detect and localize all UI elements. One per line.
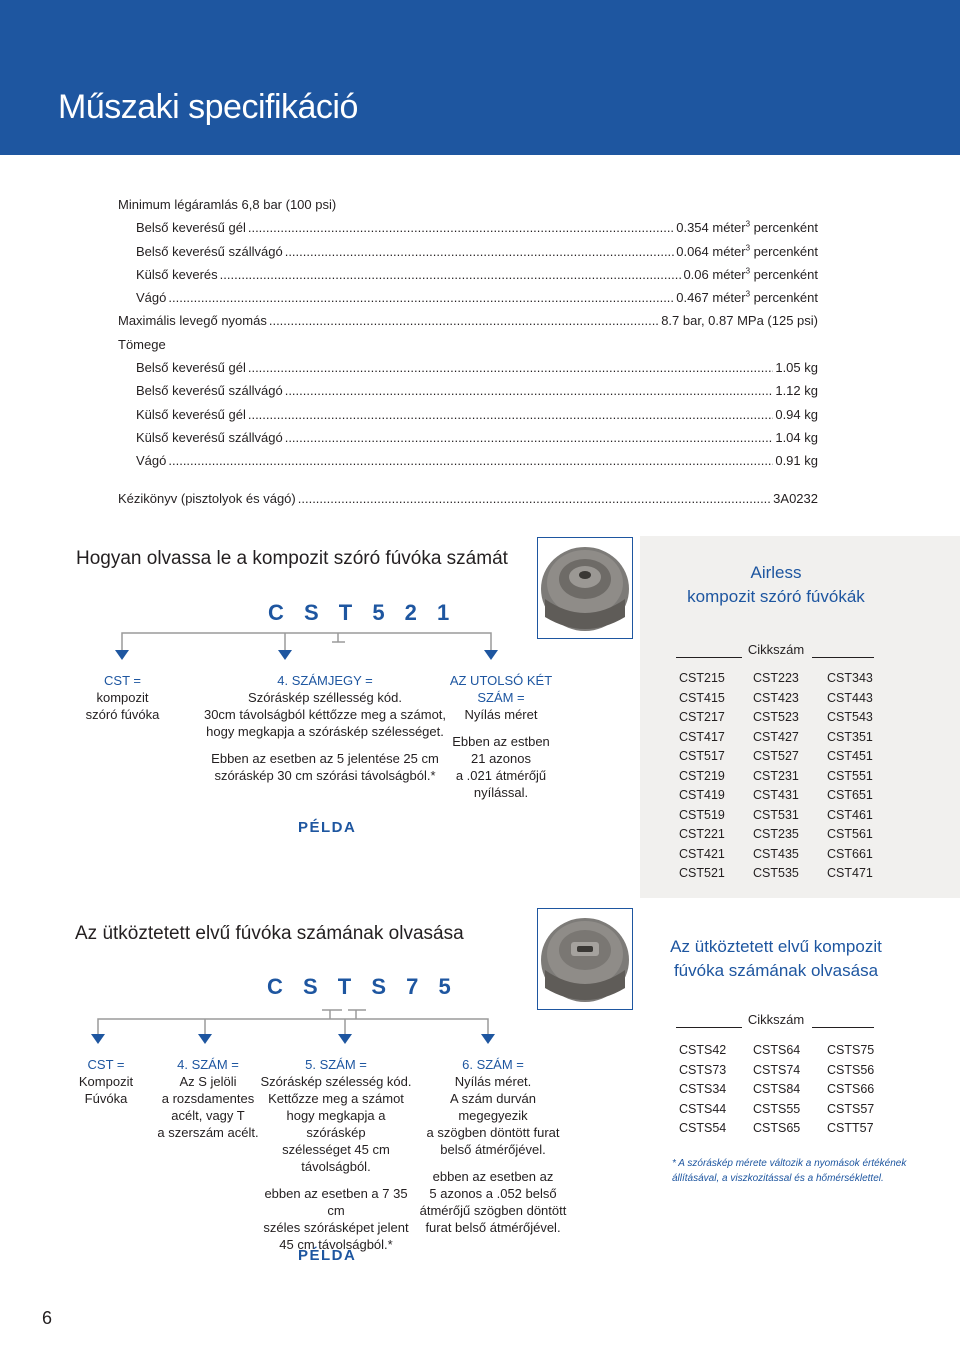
part-number: CST431: [753, 788, 799, 802]
divider: [812, 657, 874, 658]
arrow-icon: [198, 1034, 212, 1044]
spec-line: Külső keverésű szállvágó ..... 1.04 kg: [118, 426, 818, 449]
arrow-icon: [91, 1034, 105, 1044]
part-number: CSTT57: [827, 1121, 874, 1135]
section1-code: C S T 5 2 1: [268, 600, 457, 625]
part-number: CSTS54: [679, 1121, 727, 1135]
spec-line: Belső keverésű gél ..... 0.354 méter$^3$ percenként: [118, 216, 818, 239]
part-number: CSTS34: [679, 1082, 727, 1096]
arrow-icon: [481, 1034, 495, 1044]
part-number: CSTS74: [753, 1062, 801, 1077]
part-number: CST351: [827, 729, 873, 744]
part-number: CST461: [827, 807, 873, 822]
panel1-cikkszam: Cikkszám: [747, 642, 805, 657]
part-number: CST519: [679, 807, 725, 822]
section2-col-digit5: 5. SZÁM = Szóráskép szélesség kód. Kettőzze meg a számot hogy megkapja a szóráskép szélességet 45 cm távolságból. ebben az esetben a 7 35 cm széles szórásképet jelent 45 cm távolságból.*: [260, 1057, 412, 1252]
arrow-icon: [484, 650, 498, 660]
part-number: CST651: [827, 788, 873, 802]
part-number: CST661: [827, 846, 873, 861]
panel2-cikkszam: Cikkszám: [747, 1012, 805, 1027]
part-number: CST531: [753, 807, 799, 822]
part-number: CST443: [827, 690, 873, 705]
divider: [676, 657, 742, 658]
part-number: CST535: [753, 866, 799, 880]
part-column: [753, 669, 799, 884]
part-number: CST521: [679, 866, 725, 880]
panel2-title: Az ütköztetett elvű kompozit fúvóka számának olvasása: [670, 937, 882, 980]
part-number: CST561: [827, 827, 873, 841]
spec-line: Maximális levegő nyomás ..... 8.7 bar, 0.87 MPa (125 psi): [118, 309, 818, 332]
part-number: CST419: [679, 788, 725, 802]
section1-col-cst: CST = kompozit szóró fúvóka: [85, 673, 160, 722]
arrow-icon: [115, 650, 129, 660]
spec-line: Külső keverés ..... 0.06 méter$^3$ percenként: [118, 263, 818, 286]
section2-code: C S T S 7 5: [267, 974, 458, 999]
spec-line: Belső keverésű szállvágó ..... 0.064 méter$^3$ percenként: [118, 240, 818, 263]
divider: [812, 1027, 874, 1028]
part-number: CSTS57: [827, 1101, 875, 1116]
spec-line: Vágó ..... 0.91 kg: [118, 449, 818, 472]
section2-example-label: PÉLDA: [298, 1247, 357, 1264]
part-number: CST221: [679, 827, 725, 841]
part-number: CST451: [827, 749, 873, 763]
part-column: [753, 1041, 800, 1139]
part-number: CST231: [753, 768, 799, 783]
arrow-icon: [338, 1034, 352, 1044]
part-number: CST435: [753, 846, 799, 861]
part-number: CSTS64: [753, 1043, 801, 1057]
part-number: CST217: [679, 710, 725, 724]
part-number: CSTS56: [827, 1062, 875, 1077]
part-number: CST219: [679, 768, 725, 783]
part-number: CST471: [827, 866, 873, 880]
spec-line: Belső keverésű gél ..... 1.05 kg: [118, 356, 818, 379]
part-number: CSTS65: [753, 1121, 801, 1135]
section1-col-digit4: 4. SZÁMJEGY = Szóráskép széllesség kód. 30cm távolságból kéttőzze meg a számot, hogy megkapja a szóráskép szélességet. Ebben az esetben az 5 jelentése 25 cm szóráskép 30 cm szórási távolságból.*: [203, 673, 447, 783]
part-number: CSTS42: [679, 1043, 727, 1057]
nozzle-tip-photo: [537, 537, 633, 639]
panel1-title: Airless kompozit szóró fúvókák: [687, 563, 865, 606]
page-title: Műszaki specifikáció: [58, 88, 358, 126]
part-column: [679, 1041, 726, 1139]
section2-col-digit6: 6. SZÁM = Nyílás méret. A szám durván megegyezik a szögben döntött furat belső átmérőjével. ebben az esetben az 5 azonos a .052 belső átmérőjű szögben döntött furat belső átmérőjével.: [419, 1057, 567, 1235]
nozzle-tip-photo: [537, 908, 633, 1010]
part-number: CSTS66: [827, 1082, 875, 1096]
page-number: 6: [42, 1308, 53, 1328]
part-number: CST427: [753, 729, 799, 744]
part-number: CST415: [679, 690, 725, 705]
part-number: CST223: [753, 671, 799, 685]
part-column: [827, 669, 873, 884]
part-number: CST527: [753, 749, 799, 763]
part-number: CST423: [753, 690, 799, 705]
section2-title: Az ütköztetett elvű fúvóka számának olvasása: [75, 923, 464, 944]
part-number: CST523: [753, 710, 799, 724]
section1-col-last-two: AZ UTOLSÓ KÉT SZÁM = Nyílás méret Ebben az estben 21 azonos a .021 átmérőjű nyílással.: [449, 673, 553, 800]
part-number: CST417: [679, 729, 725, 744]
part-number: CST551: [827, 768, 873, 783]
spec-line: Külső keverésű gél ..... 0.94 kg: [118, 403, 818, 426]
spec-line: Belső keverésű szállvágó ..... 1.12 kg: [118, 379, 818, 402]
spec-line: Kézikönyv (pisztolyok és vágó) ..... 3A0232: [118, 487, 818, 510]
part-column: [827, 1041, 874, 1139]
part-number: CSTS55: [753, 1101, 801, 1116]
section1-example-label: PÉLDA: [298, 819, 357, 836]
part-number: CST215: [679, 671, 725, 685]
part-number: CST543: [827, 710, 873, 724]
arrow-icon: [278, 650, 292, 660]
part-number: CSTS75: [827, 1043, 875, 1057]
section2-col-cst: CST = Kompozit Fúvóka: [78, 1057, 134, 1106]
part-number: CSTS84: [753, 1082, 801, 1096]
part-number: CST421: [679, 846, 725, 861]
part-number: CST517: [679, 749, 725, 763]
part-number: CST235: [753, 827, 799, 841]
weight-heading: Tömege: [118, 336, 166, 352]
part-number: CSTS44: [679, 1101, 727, 1116]
min-airflow-heading: Minimum légáramlás 6,8 bar (100 psi): [118, 197, 337, 212]
part-number: CST343: [827, 671, 873, 685]
spec-line: Vágó ..... 0.467 méter$^3$ percenként: [118, 286, 818, 309]
divider: [676, 1027, 742, 1028]
part-column: [679, 669, 725, 884]
part-number: CSTS73: [679, 1062, 727, 1077]
section1-title: Hogyan olvassa le a kompozit szóró fúvóka számát: [76, 548, 508, 569]
section2-col-digit4: 4. SZÁM = Az S jelöli a rozsdamentes acélt, vagy T a szerszám acélt.: [157, 1057, 259, 1140]
footnote: * A szóráskép mérete változik a nyomások értékének állításával, a viszkozitással és a hőmérséklettel.: [672, 1158, 907, 1184]
